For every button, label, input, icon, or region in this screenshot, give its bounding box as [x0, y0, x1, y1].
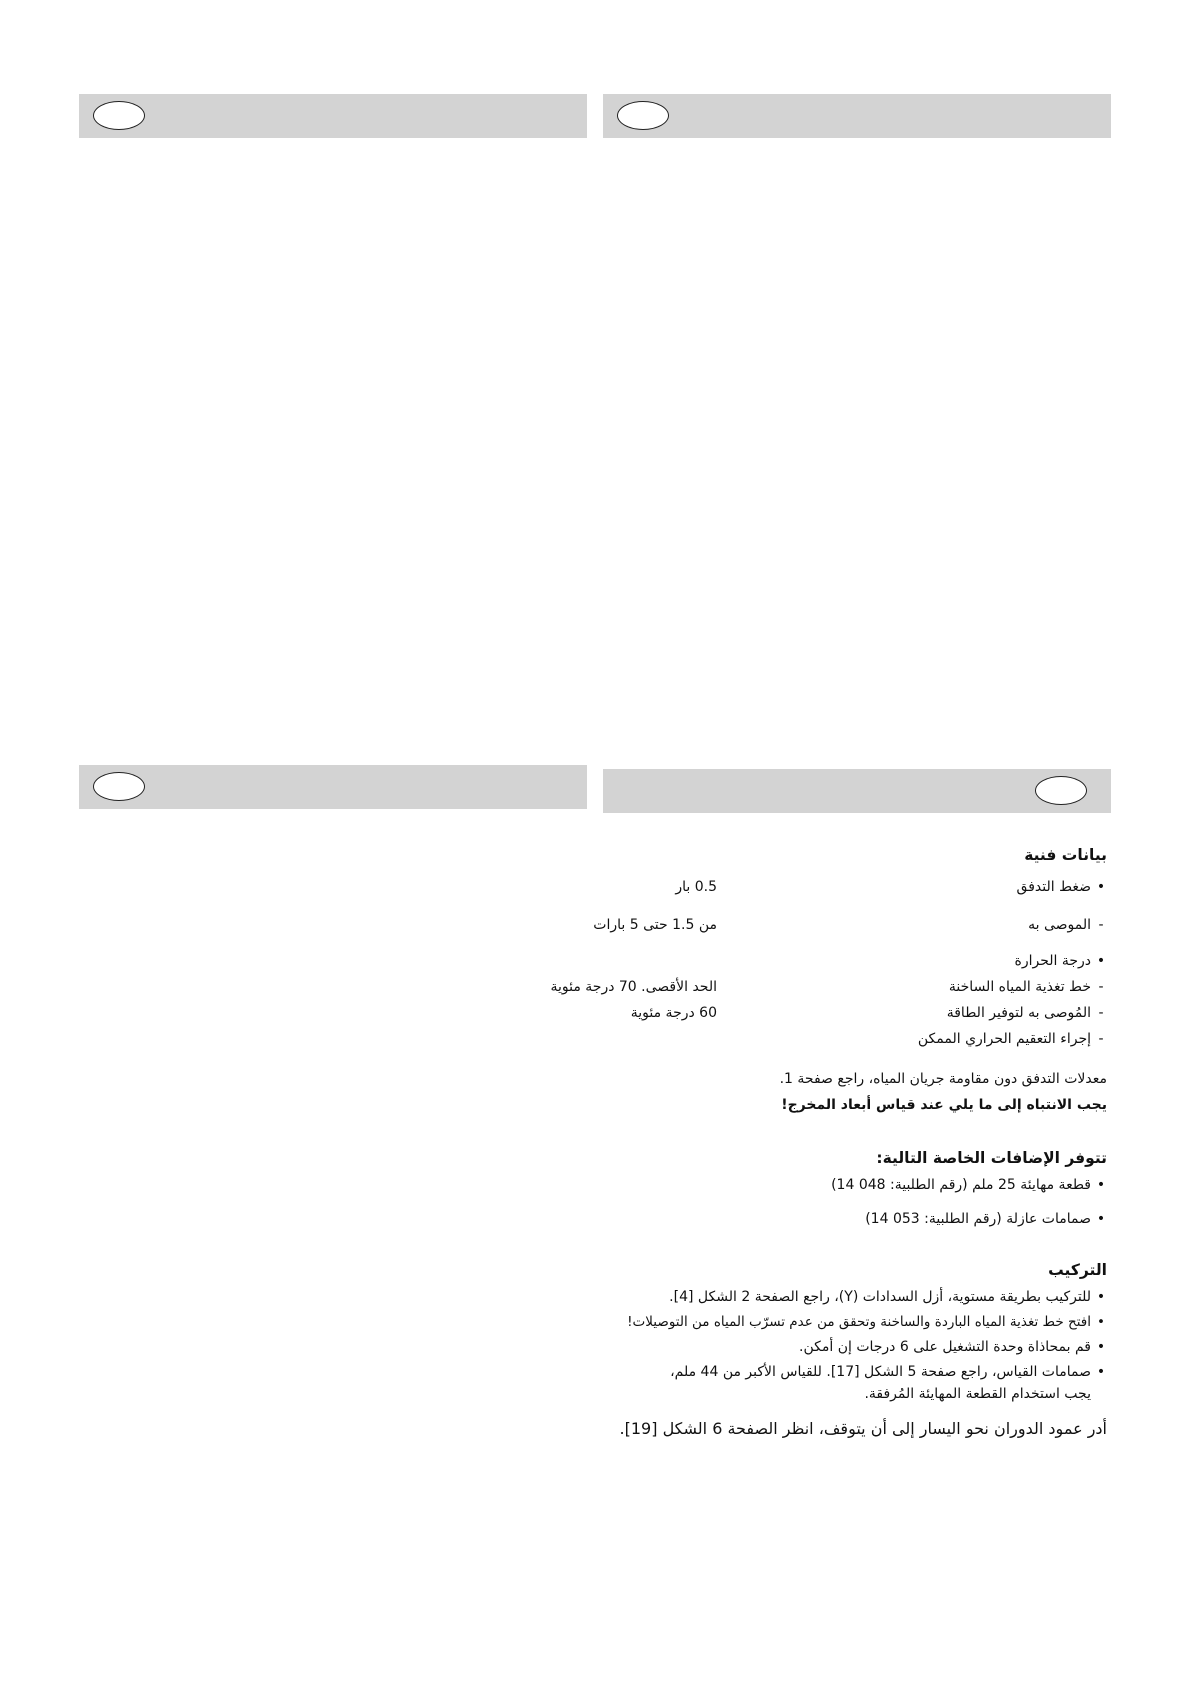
bullet: •: [1096, 1177, 1106, 1193]
accessory-item-text: قطعة مهايئة 25 ملم (رقم الطلبية: 048 14): [831, 1177, 1091, 1193]
installation-step: [608, 1311, 1107, 1333]
recommended-row: [593, 914, 1107, 936]
flow-pressure-label: ضغط التدفق: [1016, 879, 1091, 895]
tech-data-heading: بيانات فنية: [1024, 846, 1107, 864]
language-oval-top-left: [93, 101, 145, 130]
energy-label: المُوصى به لتوفير الطاقة: [946, 1005, 1091, 1021]
recommended-label: الموصى به: [1028, 917, 1091, 933]
energy-value: 60 درجة مئوية: [630, 1005, 717, 1021]
header-bar-bottom-right: [603, 769, 1111, 813]
header-bar-bottom-left: [79, 765, 587, 809]
accessories-heading: تتوفر الإضافات الخاصة التالية:: [876, 1149, 1107, 1167]
bullet: •: [1097, 1314, 1105, 1330]
bullet: •: [1096, 1289, 1106, 1305]
disinfection-row: [608, 1028, 1107, 1050]
installation-step-text: للتركيب بطريقة مستوية، أزل السدادات (Y)، راجع الصفحة 2 الشكل [4].: [669, 1289, 1091, 1305]
arabic-content: [550, 838, 1107, 1441]
bullet: •: [1096, 1211, 1106, 1227]
dash: -: [1098, 1031, 1104, 1047]
installation-step: [646, 1361, 1107, 1405]
dash: -: [1098, 1005, 1104, 1021]
bullet: •: [1096, 1339, 1106, 1355]
accessory-item: [608, 1208, 1107, 1230]
header-bar-top-left: [79, 94, 587, 138]
temperature-row: [608, 950, 1107, 972]
hot-supply-max: الحد الأقصى. 70 درجة مئوية: [550, 979, 717, 995]
dash: -: [1098, 979, 1104, 995]
flow-rates-note: معدلات التدفق دون مقاومة جريان المياه، راجع صفحة 1.: [779, 1071, 1107, 1087]
bullet: •: [1096, 1364, 1106, 1380]
flow-pressure-row: [608, 876, 1107, 898]
outlet-warning: يجب الانتباه إلى ما يلي عند قياس أبعاد المخرج!: [781, 1097, 1107, 1113]
language-oval-bottom-left: [93, 772, 145, 801]
installation-step-text: صمامات القياس، راجع صفحة 5 الشكل [17]. للقياس الأكبر من 44 ملم، يجب استخدام القطعة المهايئة المُرفقة.: [670, 1364, 1091, 1402]
header-bar-top-right: [603, 94, 1111, 138]
disinfection-label: إجراء التعقيم الحراري الممكن: [917, 1031, 1091, 1047]
final-note: أدر عمود الدوران نحو اليسار إلى أن يتوقف، انظر الصفحة 6 الشكل [19].: [619, 1419, 1107, 1438]
temperature-label: درجة الحرارة: [1014, 953, 1091, 969]
hot-supply-label: خط تغذية المياه الساخنة: [948, 979, 1091, 995]
installation-step-text: افتح خط تغذية المياه الباردة والساخنة وتحقق من عدم تسرّب المياه من التوصيلات!: [627, 1314, 1091, 1330]
accessory-item: [608, 1174, 1107, 1196]
installation-heading: التركيب: [1048, 1261, 1107, 1279]
energy-row: [608, 1002, 1107, 1024]
bullet: •: [1096, 879, 1106, 895]
installation-step-text: قم بمحاذاة وحدة التشغيل على 6 درجات إن أمكن.: [799, 1339, 1091, 1355]
hot-supply-row: [550, 976, 1107, 998]
flow-pressure-value: 0.5 بار: [675, 879, 717, 895]
installation-step: [608, 1286, 1107, 1308]
bullet: •: [1096, 953, 1106, 969]
accessory-item-text: صمامات عازلة (رقم الطلبية: 053 14): [865, 1211, 1091, 1227]
recommended-value: من 1.5 حتى 5 بارات: [593, 917, 717, 933]
language-oval-bottom-right: [1035, 776, 1087, 805]
dash: -: [1098, 917, 1104, 933]
installation-step: [608, 1336, 1107, 1358]
language-oval-top-right: [617, 101, 669, 130]
